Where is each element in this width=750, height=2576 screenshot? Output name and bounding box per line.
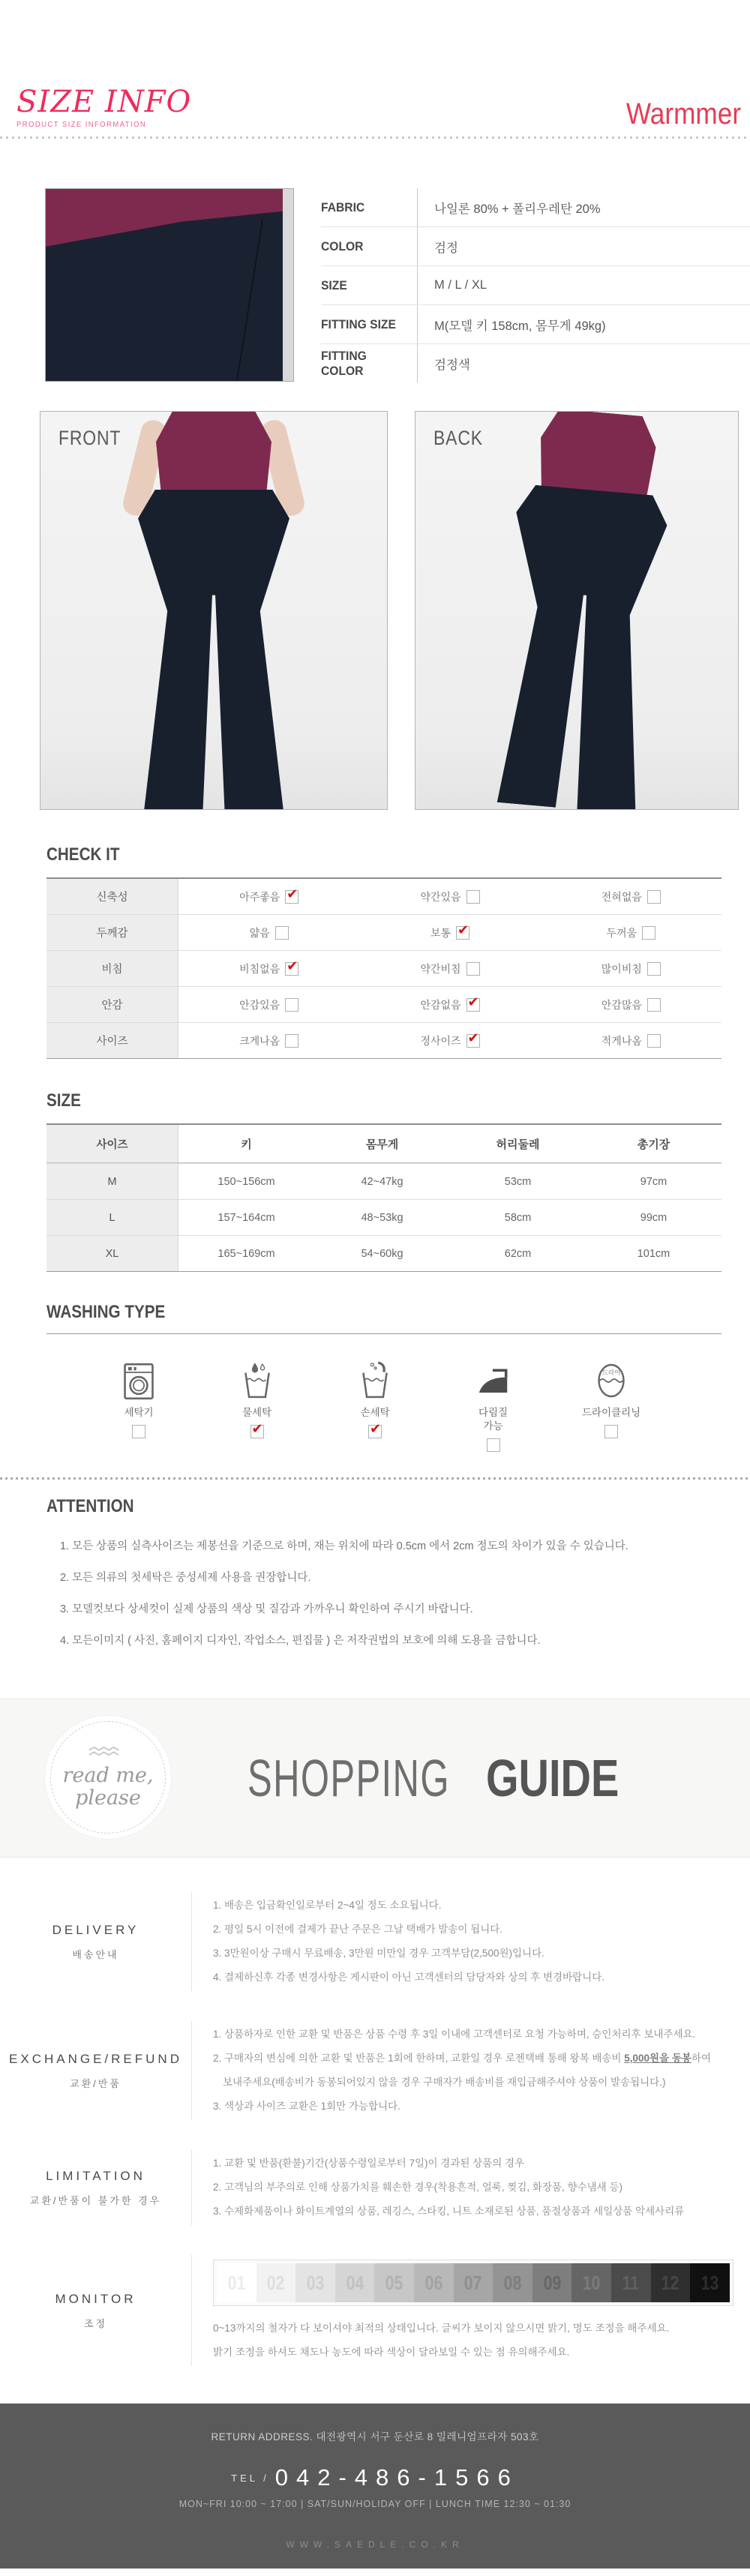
exchange-refund-section	[0, 2021, 750, 2120]
shipping-fee-emphasis: 5,000원을 동봉	[624, 2053, 692, 2065]
hand-wash-icon	[358, 1357, 392, 1400]
note-line: 2. 평일 5시 이전에 결제가 끝난 주문은 그날 택배가 발송이 됩니다.	[213, 1924, 503, 1936]
table-header-row: 사이즈 키 몸무게 허리둘레 총기장	[46, 1125, 722, 1163]
delivery-label-en: DELIVERY	[52, 1922, 140, 1937]
checkbox	[250, 1425, 264, 1438]
svg-text:드라이: 드라이	[602, 1369, 621, 1376]
limitation-label-ko: 교환/반품이 불가한 경우	[29, 2194, 162, 2206]
checkbox	[487, 1438, 500, 1452]
table-row: M 150~156cm 42~47kg 53cm 97cm	[46, 1163, 722, 1199]
iron-icon	[476, 1357, 512, 1400]
maroon-top-area	[46, 189, 293, 381]
size-table	[46, 1123, 722, 1272]
website-url: WWW.SAEDLE.CO.KR	[286, 2539, 464, 2551]
business-hours: MON~FRI 10:00 ~ 17:00 | SAT/SUN/HOLIDAY OFF | LUNCH TIME 12:30 ~ 01:30	[178, 2499, 572, 2510]
monitor-label-en: MONITOR	[55, 2291, 136, 2306]
table-row: 안감 안감있음 안감없음 ✔ 안감많음	[46, 986, 722, 1022]
checkbox	[456, 926, 470, 940]
badge-line1: read me,	[62, 1763, 154, 1787]
exchange-label-ko: 교환/반품	[70, 2077, 122, 2089]
checkbox	[647, 1034, 661, 1048]
table-row: XL 165~169cm 54~60kg 62cm 101cm	[46, 1235, 722, 1271]
size-title: SIZE	[46, 1090, 81, 1111]
note-line: 1. 교환 및 반품(환불)기간(상품수령일로부터 7일)이 경과된 상품의 경우	[213, 2158, 525, 2170]
tel-label: TEL /	[231, 2472, 269, 2484]
washing-machine-icon	[122, 1357, 155, 1400]
checkbox	[285, 1034, 298, 1048]
washing-type-section	[0, 1302, 750, 1480]
attention-title: ATTENTION	[46, 1496, 134, 1517]
checkbox	[368, 1425, 382, 1438]
dotted-divider	[0, 1477, 750, 1480]
page-header	[0, 0, 750, 136]
check-it-title: CHECK IT	[46, 844, 120, 865]
check-it-table	[46, 877, 722, 1059]
monitor-notes	[192, 2255, 750, 2366]
limitation-section	[0, 2150, 750, 2225]
title-bold: GUIDE	[485, 1749, 619, 1808]
note-line: 4. 모든이미지 ( 사진, 홈페이지 디자인, 작업소스, 편집물 ) 은 저작권법의 보호에 의해 도용을 금합니다.	[60, 1635, 541, 1648]
note-line: 3. 색상과 사이즈 교환은 1회만 가능합니다.	[213, 2101, 400, 2113]
table-row: FITTING COLOR 검정색	[321, 343, 750, 382]
phone-number	[0, 2464, 750, 2491]
checkbox	[466, 1034, 480, 1048]
note-line: 2. 고객님의 부주의로 인해 상품가치를 훼손한 경우(착용흔적, 얼룩, 찢김, 화장품, 향수냄새 등)	[213, 2182, 622, 2194]
checkbox	[275, 926, 289, 940]
model-photos-section	[40, 411, 750, 810]
brand-name: Warmmer	[626, 97, 741, 130]
checkbox	[466, 998, 480, 1012]
front-photo	[40, 411, 388, 810]
delivery-notes	[192, 1892, 750, 1991]
checkbox	[285, 890, 298, 904]
note-line: 0~13까지의 철자가 다 보이셔야 최적의 상태입니다. 글씨가 보이지 않으시면 밝기, 명도 조정을 해주세요.	[213, 2323, 670, 2335]
limitation-label-en: LIMITATION	[46, 2168, 146, 2183]
attention-notes	[60, 1531, 720, 1657]
fabric-closeup-photo	[45, 188, 294, 382]
note-line: 2. 모든 의류의 첫세탁은 중성세제 사용을 권장합니다.	[60, 1572, 311, 1585]
wash-item-iron: 다림질 가능	[445, 1357, 542, 1452]
background-wall	[283, 189, 293, 381]
attention-section	[0, 1496, 750, 1657]
checkbox	[466, 890, 480, 904]
checkbox	[132, 1425, 146, 1438]
table-row: FITTING SIZE M(모델 키 158cm, 몸무게 49kg)	[321, 304, 750, 343]
checkbox	[642, 926, 656, 940]
table-row: SIZE M / L / XL	[321, 265, 750, 304]
product-info-section	[45, 188, 750, 382]
checkbox	[647, 962, 661, 976]
shopping-guide-banner	[0, 1699, 750, 1858]
washing-title: WASHING TYPE	[46, 1302, 166, 1322]
wash-item-dryclean: 드라이 드라이클리닝	[562, 1357, 660, 1452]
limitation-notes	[192, 2150, 750, 2225]
note-line: 1. 배송은 입금확인일로부터 2~4일 정도 소요됩니다.	[213, 1900, 442, 1912]
model-front-silhouette	[128, 412, 300, 809]
dotted-divider	[0, 136, 750, 139]
note-line: 4. 결제하신후 각종 변경사항은 게시판이 아닌 고객센터의 담당자와 상의 후 변경바랍니다.	[213, 1972, 604, 1984]
checkbox	[285, 962, 298, 976]
pants-seam	[235, 220, 263, 382]
checkbox	[647, 890, 661, 904]
exchange-label-en: EXCHANGE/REFUND	[9, 2051, 182, 2066]
delivery-section	[0, 1892, 750, 1991]
note-line: 1. 상품하자로 인한 교환 및 반품은 상품 수령 후 3일 이내에 고객센터로 요청 가능하며, 승인처리후 보내주세요.	[213, 2029, 696, 2041]
page-subtitle: PRODUCT SIZE INFORMATION	[16, 121, 147, 129]
wash-item-water: 물세탁 ✔	[208, 1357, 306, 1452]
table-row: 비침 비침없음 ✔ 약간비침 많이비침	[46, 950, 722, 986]
badge-line2: please	[75, 1786, 141, 1810]
front-label: FRONT	[58, 427, 122, 449]
read-me-badge	[45, 1716, 171, 1839]
monitor-label-ko: 조정	[83, 2317, 108, 2329]
model-back-silhouette	[481, 411, 687, 810]
checkbox	[285, 998, 298, 1012]
check-it-section	[0, 844, 750, 1059]
note-line: 3. 수제화제품이나 화이트계열의 상품, 레깅스, 스타킹, 니트 소재로된 상품, 품절상품과 세일상품 악세사리류	[213, 2206, 685, 2218]
tel-number: 042-486-1566	[274, 2464, 519, 2491]
back-photo	[415, 411, 739, 810]
water-wash-icon	[240, 1357, 274, 1400]
table-row: 신축성 아주좋음 ✔ 약간있음 전혀없음	[46, 879, 722, 914]
product-info-table	[321, 188, 750, 382]
checkbox	[466, 962, 480, 976]
checkbox	[647, 998, 661, 1012]
note-line: 3. 3만원이상 구매시 무료배송, 3만원 미만일 경우 고객부담(2,500원)입니다.	[213, 1948, 544, 1960]
return-address: RETURN ADDRESS. 대전광역시 서구 둔산로 8 밀레니엄프라자 503호	[211, 2431, 539, 2443]
table-row: 사이즈 크게나옴 정사이즈 ✔ 적게나옴	[46, 1022, 722, 1058]
shopping-guide-title	[248, 1699, 652, 1857]
note-line: 보내주세요(배송비가 동봉되어있지 않을 경우 구매자가 배송비를 재입금해주셔야 상품이 발송됩니다.)	[223, 2077, 666, 2089]
footer	[0, 2404, 750, 2569]
monitor-gradient-strip: 01 02 03 04 05 06 07 08 09 10 11 12 13	[213, 2260, 734, 2306]
page-title: SIZE INFO	[16, 85, 192, 119]
back-label: BACK	[434, 427, 483, 449]
delivery-label-ko: 배송안내	[72, 1948, 119, 1960]
note-line: 3. 모델컷보다 상세컷이 실제 상품의 색상 및 질감과 가까우니 확인하여 주시기 바랍니다.	[60, 1603, 473, 1616]
note-line: 밝기 조정을 하셔도 채도나 농도에 따라 색상이 달라보일 수 있는 점 유의해주세요.	[213, 2347, 570, 2359]
note-line: 2. 구매자의 변심에 의한 교환 및 반품은 1회에 한하며, 교환일 경우 로젠택배 통해 왕복 배송비 5,000원을 동봉하여	[213, 2053, 712, 2065]
wash-item-machine: 세탁기	[90, 1357, 188, 1452]
table-row: COLOR 검정	[321, 226, 750, 265]
table-row: FABRIC 나일론 80% + 폴리우레탄 20%	[321, 188, 750, 226]
wash-item-hand: 손세탁 ✔	[326, 1357, 424, 1452]
checkbox	[604, 1425, 618, 1438]
monitor-section	[0, 2255, 750, 2366]
size-section	[0, 1090, 750, 1272]
divider	[46, 1333, 722, 1334]
dry-cleaning-icon	[594, 1357, 628, 1400]
table-row: 두께감 얇음 보통 ✔ 두꺼움	[46, 914, 722, 950]
table-row: L 157~164cm 48~53kg 58cm 99cm	[46, 1199, 722, 1235]
title-light: SHOPPING	[248, 1749, 450, 1808]
note-line: 1. 모든 상품의 실측사이즈는 제봉선을 기준으로 하며, 재는 위치에 따라 0.5cm 에서 2cm 정도의 차이가 있을 수 있습니다.	[60, 1540, 628, 1553]
exchange-notes	[192, 2021, 750, 2120]
